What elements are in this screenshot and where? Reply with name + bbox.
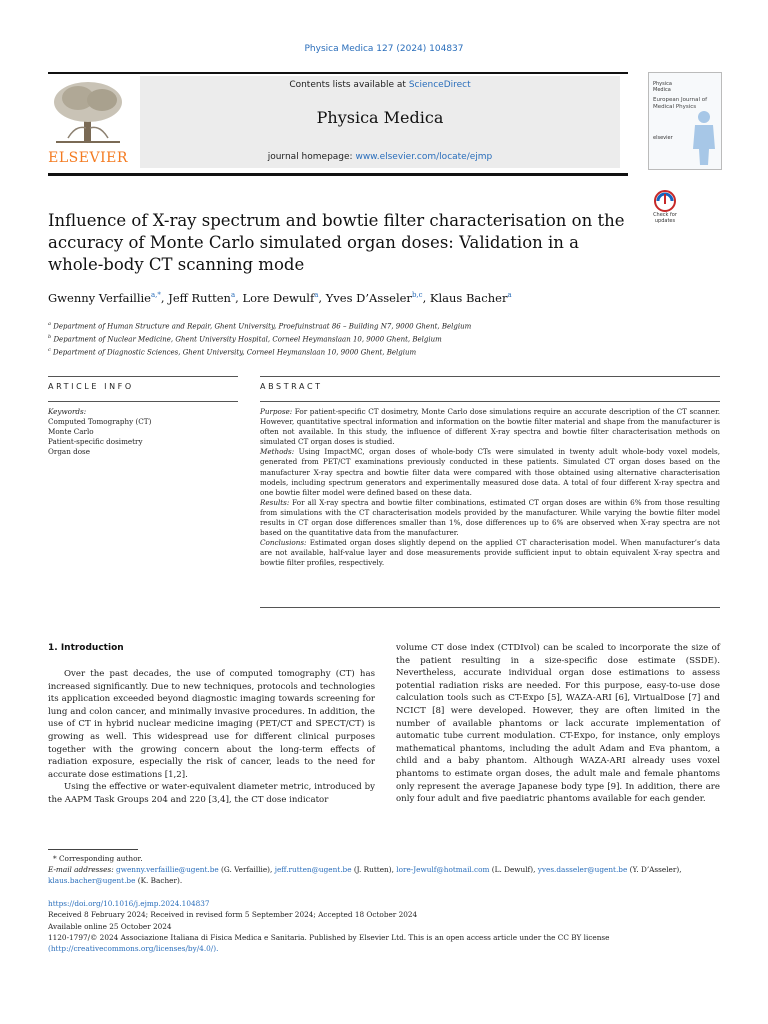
publication-info xyxy=(48,898,720,954)
footnote-rule xyxy=(48,849,138,850)
abstract-purpose: Purpose: For patient-specific CT dosimetry, Monte Carlo dose simulations require an accurate description of the CT scanner. However, quantitative spectral information and information on the bowtie filter material and shape from the manufacturer is often not available. In this study, the influence of different X-ray spectra and bowtie filter characterisation methods on simulated CT organ doses is studied. xyxy=(260,407,720,447)
homepage-prefix: journal homepage: xyxy=(267,152,356,162)
article-title: Influence of X-ray spectrum and bowtie filter characterisation on the accuracy of Monte Carlo simulated organ doses: Validation in a whole-body CT scanning mode xyxy=(48,211,625,274)
body-paragraph: Over the past decades, the use of computed tomography (CT) has increased significantly. Due to new techniques, protocols and technologies its application exceeded beyond diagnostic imaging towards screening for lung and colon cancer, and minimally invasive procedures. In addition, the use of CT in hybrid nuclear medicine imaging (PET/CT and SPECT/CT) is growing as well. This widespread use for different clinical purposes together with the growing concern about the long-term effects of radiation exposure, especially the risk of cancer, leads to the need for accurate dose estimations [1,2]. xyxy=(48,669,375,780)
license-link[interactable]: (http://creativecommons.org/licenses/by/4.0/). xyxy=(48,944,219,954)
doi-link[interactable]: https://doi.org/10.1016/j.ejmp.2024.104837 xyxy=(48,899,210,908)
email-owner: (J. Rutten), xyxy=(351,865,397,875)
available-online: Available online 25 October 2024 xyxy=(48,921,172,931)
header-rule-bottom xyxy=(48,173,628,176)
received-dates: Received 8 February 2024; Received in revised form 5 September 2024; Accepted 18 October 2024 xyxy=(48,910,418,920)
email-link[interactable]: klaus.bacher@ugent.be xyxy=(48,876,136,886)
keywords-block xyxy=(48,407,238,457)
homepage-line xyxy=(140,152,620,162)
abstract-body xyxy=(260,407,720,569)
email-owner: (Y. D’Asseler), xyxy=(627,865,682,875)
check-updates-icon xyxy=(648,190,682,212)
abstract-rule-top xyxy=(260,376,720,377)
sciencedirect-link[interactable]: ScienceDirect xyxy=(408,80,471,90)
author[interactable]: Gwenny Verfaillie xyxy=(48,291,151,305)
contents-prefix: Contents lists available at xyxy=(289,80,409,90)
affiliation: $^b$ Department of Nuclear Medicine, Ghent University Hospital, Corneel Heymanslaan 10, 9000 Ghent, Belgium xyxy=(48,333,442,344)
section-heading-introduction: 1. Introduction xyxy=(48,643,124,653)
email-label: E-mail addresses: xyxy=(48,865,114,875)
article-info-rule-mid xyxy=(48,401,238,402)
email-link[interactable]: lore-Jewulf@hotmail.com xyxy=(396,865,490,875)
cover-publisher: elsevier xyxy=(653,135,673,141)
author-affil-sup[interactable]: b,c xyxy=(411,291,423,300)
journal-title: Physica Medica xyxy=(316,108,444,127)
keyword: Computed Tomography (CT) xyxy=(48,417,152,427)
journal-banner xyxy=(140,76,620,168)
elsevier-tree-icon xyxy=(48,78,128,148)
contents-line xyxy=(140,80,620,90)
elsevier-wordmark: ELSEVIER xyxy=(48,150,128,166)
body-paragraph: Using the effective or water-equivalent diameter metric, introduced by the AAPM Task Groups 204 and 220 [3,4], the CT dose indicator xyxy=(48,782,375,805)
abstract-conclusions: Conclusions: Estimated organ doses slightly depend on the applied CT characterisation model. When manufacturer’s data are not available, half-value layer and dose measurements provide sufficient input to obtain equivalent X-ray spectra and bowtie filter profiles, respectively. xyxy=(260,538,720,568)
affiliation: $^c$ Department of Diagnostic Sciences, Ghent University, Corneel Heymanslaan 10, 9000 Ghent, Belgium xyxy=(48,346,417,356)
abstract-methods: Methods: Using ImpactMC, organ doses of whole-body CTs were simulated in twenty adult whole-body voxel models, generated from PET/CT examinations previously conducted in these patients. Simulated CT organ doses based on the manufacturer X-ray spectra and bowtie filter data were compared with those obtained using alternative characterisation models, including spectrum generators and experimentally measured dose data. A total of four different X-ray spectra and one bowtie filter model were defined based on these data. xyxy=(260,447,720,497)
email-owner: (K. Bacher). xyxy=(135,876,183,886)
journal-reference[interactable]: Physica Medica 127 (2024) 104837 xyxy=(304,44,464,54)
email-link[interactable]: gwenny.verfaillie@ugent.be xyxy=(116,865,219,875)
cover-figure-icon xyxy=(689,109,719,165)
footnotes xyxy=(48,853,720,887)
email-link[interactable]: yves.dasseler@ugent.be xyxy=(537,865,628,875)
journal-homepage-link[interactable]: www.elsevier.com/locate/ejmp xyxy=(355,152,493,162)
journal-cover-thumbnail[interactable] xyxy=(648,72,722,170)
check-updates-label: Check for updates xyxy=(653,212,677,224)
author-separator: , xyxy=(422,291,430,305)
author[interactable]: Lore Dewulf xyxy=(242,291,315,305)
keyword: Organ dose xyxy=(48,447,90,457)
abstract-results: Results: For all X-ray spectra and bowtie filter combinations, estimated CT organ doses are within 6% from those resulting from simulations with the CT characterisation models provided by the manufacturer. While varying the bowtie filter model results in CT organ dose differences smaller than 1%, dose differences up to 6% are observed when X-ray spectra are not based on the quantitative data from the manufacturer. xyxy=(260,497,720,538)
keyword: Patient-specific dosimetry xyxy=(48,437,143,447)
corresponding-author-note: * Corresponding author. xyxy=(53,854,143,863)
email-link[interactable]: jeff.rutten@ugent.be xyxy=(274,865,352,875)
body-column-left xyxy=(48,668,375,807)
author[interactable]: Jeff Rutten xyxy=(168,291,231,305)
body-paragraph: volume CT dose index (CTDIvol) can be scaled to incorporate the size of the patient resulting in a size-specific dose estimate (SSDE). Nevertheless, accurate individual organ dose estimations to assess potential radiation risks are needed. For this purpose, easy-to-use dose calculation tools such as CT-Expo [5], WAZA-ARI [6], VirtualDose [7] and NCICT [8] were developed. However, they are often limited in the number of available phantoms or lack accurate implementation of automatic tube current modulation. CT-Expo, for instance, only employs mathematical phantoms, including the adult Adam and Eva phantom, a child and a baby phantom. Although WAZA-ARI already uses voxel phantoms to estimate organ doses, the adult male and female phantoms only represent the average Japanese body type [9]. In addition, there are only four adult and five paediatric phantoms available for each gender. xyxy=(396,643,720,805)
affiliation: $^a$ Department of Human Structure and Repair, Ghent University, Proefuinstraat 86 – Building N7, 9000 Ghent, Belgium xyxy=(48,321,472,331)
cover-title: European Journal of Medical Physics xyxy=(653,97,708,110)
header-rule-top xyxy=(48,72,628,74)
keyword: Monte Carlo xyxy=(48,427,94,437)
keywords-label: Keywords: xyxy=(48,407,87,416)
author-affil-sup[interactable]: a xyxy=(314,291,319,300)
author-list xyxy=(48,291,728,305)
abstract-heading: ABSTRACT xyxy=(260,382,323,391)
elsevier-logo[interactable] xyxy=(48,78,128,168)
check-for-updates-badge[interactable] xyxy=(648,190,682,230)
article-info-heading: ARTICLE INFO xyxy=(48,382,134,391)
cover-journal-name: Physica Medica xyxy=(653,81,672,93)
license-statement: 1120-1797/© 2024 Associazione Italiana di Fisica Medica e Sanitaria. Published by Elsevier Ltd. This is an open access article under the CC BY license (http://creativecommons.org/licenses/by/4.0/). xyxy=(48,932,610,954)
author-affil-sup[interactable]: a,* xyxy=(150,291,161,300)
email-owner: (L. Dewulf), xyxy=(489,865,538,875)
author-affil-sup[interactable]: a xyxy=(230,291,236,300)
affiliation-list xyxy=(48,319,728,357)
author-separator: , xyxy=(318,291,326,305)
author-separator: , xyxy=(235,291,243,305)
abstract-rule-mid xyxy=(260,401,720,402)
email-addresses xyxy=(48,864,720,886)
body-column-right xyxy=(396,642,720,806)
author-separator: , xyxy=(160,291,169,305)
email-owner: (G. Verfaillie), xyxy=(218,865,275,875)
author-affil-sup[interactable]: a xyxy=(507,291,512,300)
abstract-rule-bottom xyxy=(260,607,720,608)
author[interactable]: Klaus Bacher xyxy=(429,291,508,305)
article-info-rule-top xyxy=(48,376,238,377)
author[interactable]: Yves D’Asseler xyxy=(325,291,412,305)
